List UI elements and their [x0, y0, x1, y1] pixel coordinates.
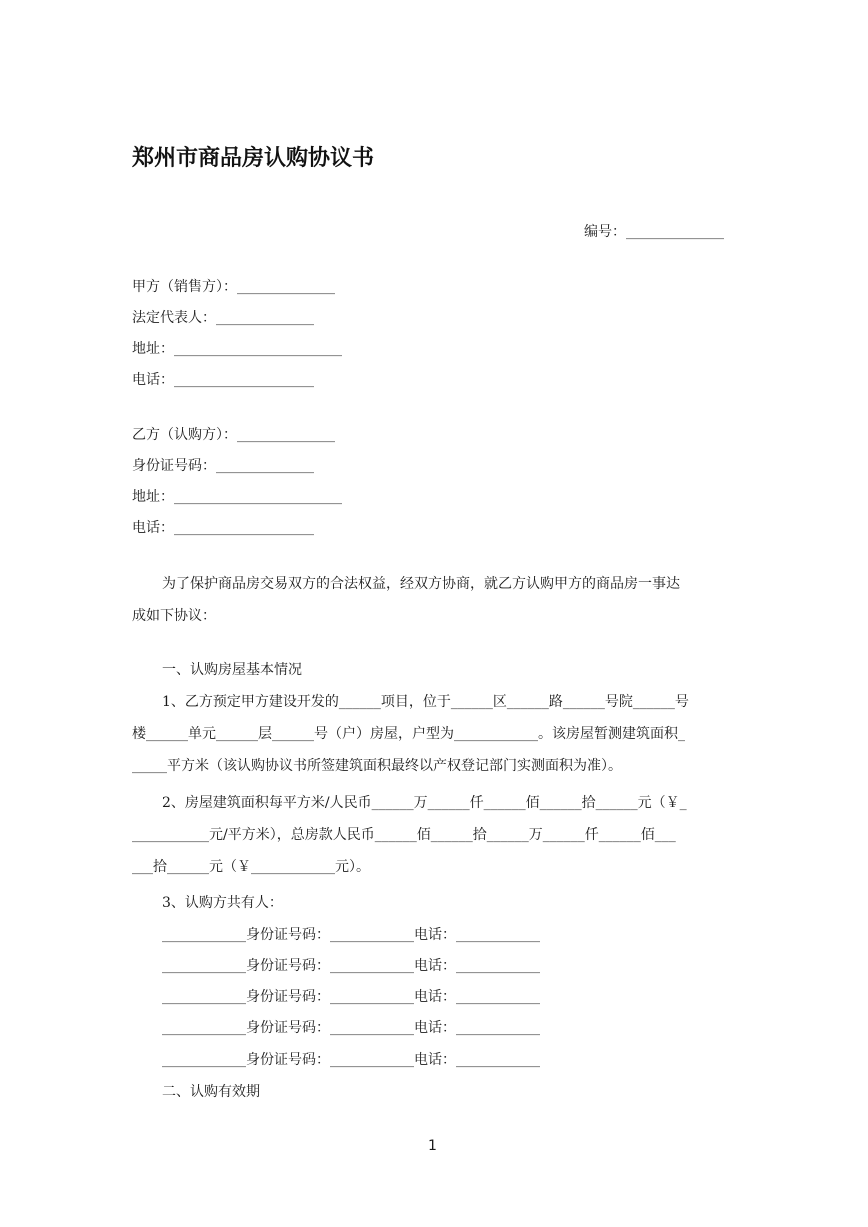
seller-address-field: 地址：________________________	[132, 341, 342, 357]
seller-phone-field: 电话：____________________	[132, 372, 314, 388]
contract-number-field: 编号：______________	[584, 224, 724, 240]
section-1-heading: 一、认购房屋基本情况	[162, 662, 302, 678]
item-2-line-2: ___________元/平方米），总房款人民币______佰______拾______万______仟______佰___	[132, 827, 676, 843]
preamble-line-1: 为了保护商品房交易双方的合法权益，经双方协商，就乙方认购甲方的商品房一事达	[162, 576, 680, 592]
co-owner-row: ____________身份证号码：____________电话：____________	[162, 958, 540, 974]
co-owner-row: ____________身份证号码：____________电话：____________	[162, 1052, 540, 1068]
section-2-heading: 二、认购有效期	[162, 1084, 260, 1100]
page-title: 郑州市商品房认购协议书	[132, 146, 375, 171]
legal-rep-field: 法定代表人：______________	[132, 310, 314, 326]
buyer-field: 乙方（认购方）：______________	[132, 427, 335, 443]
item-1-line-2: 楼______单元______层______号（户）房屋，户型为____________。该房屋暂测建筑面积_	[132, 726, 685, 742]
item-2-line-3: ___拾______元（￥____________元）。	[132, 859, 370, 875]
item-1-line-3: _____平方米（该认购协议书所签建筑面积最终以产权登记部门实测面积为准）。	[132, 758, 622, 774]
co-owner-row: ____________身份证号码：____________电话：____________	[162, 1020, 540, 1036]
buyer-phone-field: 电话：____________________	[132, 520, 314, 536]
co-owner-row: ____________身份证号码：____________电话：____________	[162, 927, 540, 943]
item-1-line-1: 1、乙方预定甲方建设开发的______项目，位于______区______路______号院______号	[162, 694, 689, 710]
item-2-line-1: 2、房屋建筑面积每平方米/人民币______万______仟______佰______拾______元（￥_	[162, 795, 687, 811]
item-3-heading: 3、认购方共有人：	[162, 895, 283, 911]
buyer-address-field: 地址：________________________	[132, 489, 342, 505]
page-number: 1	[428, 1138, 437, 1154]
buyer-id-field: 身份证号码：______________	[132, 458, 314, 474]
co-owner-row: ____________身份证号码：____________电话：____________	[162, 989, 540, 1005]
preamble-line-2: 成如下协议：	[132, 608, 216, 624]
seller-field: 甲方（销售方）：______________	[132, 279, 335, 295]
